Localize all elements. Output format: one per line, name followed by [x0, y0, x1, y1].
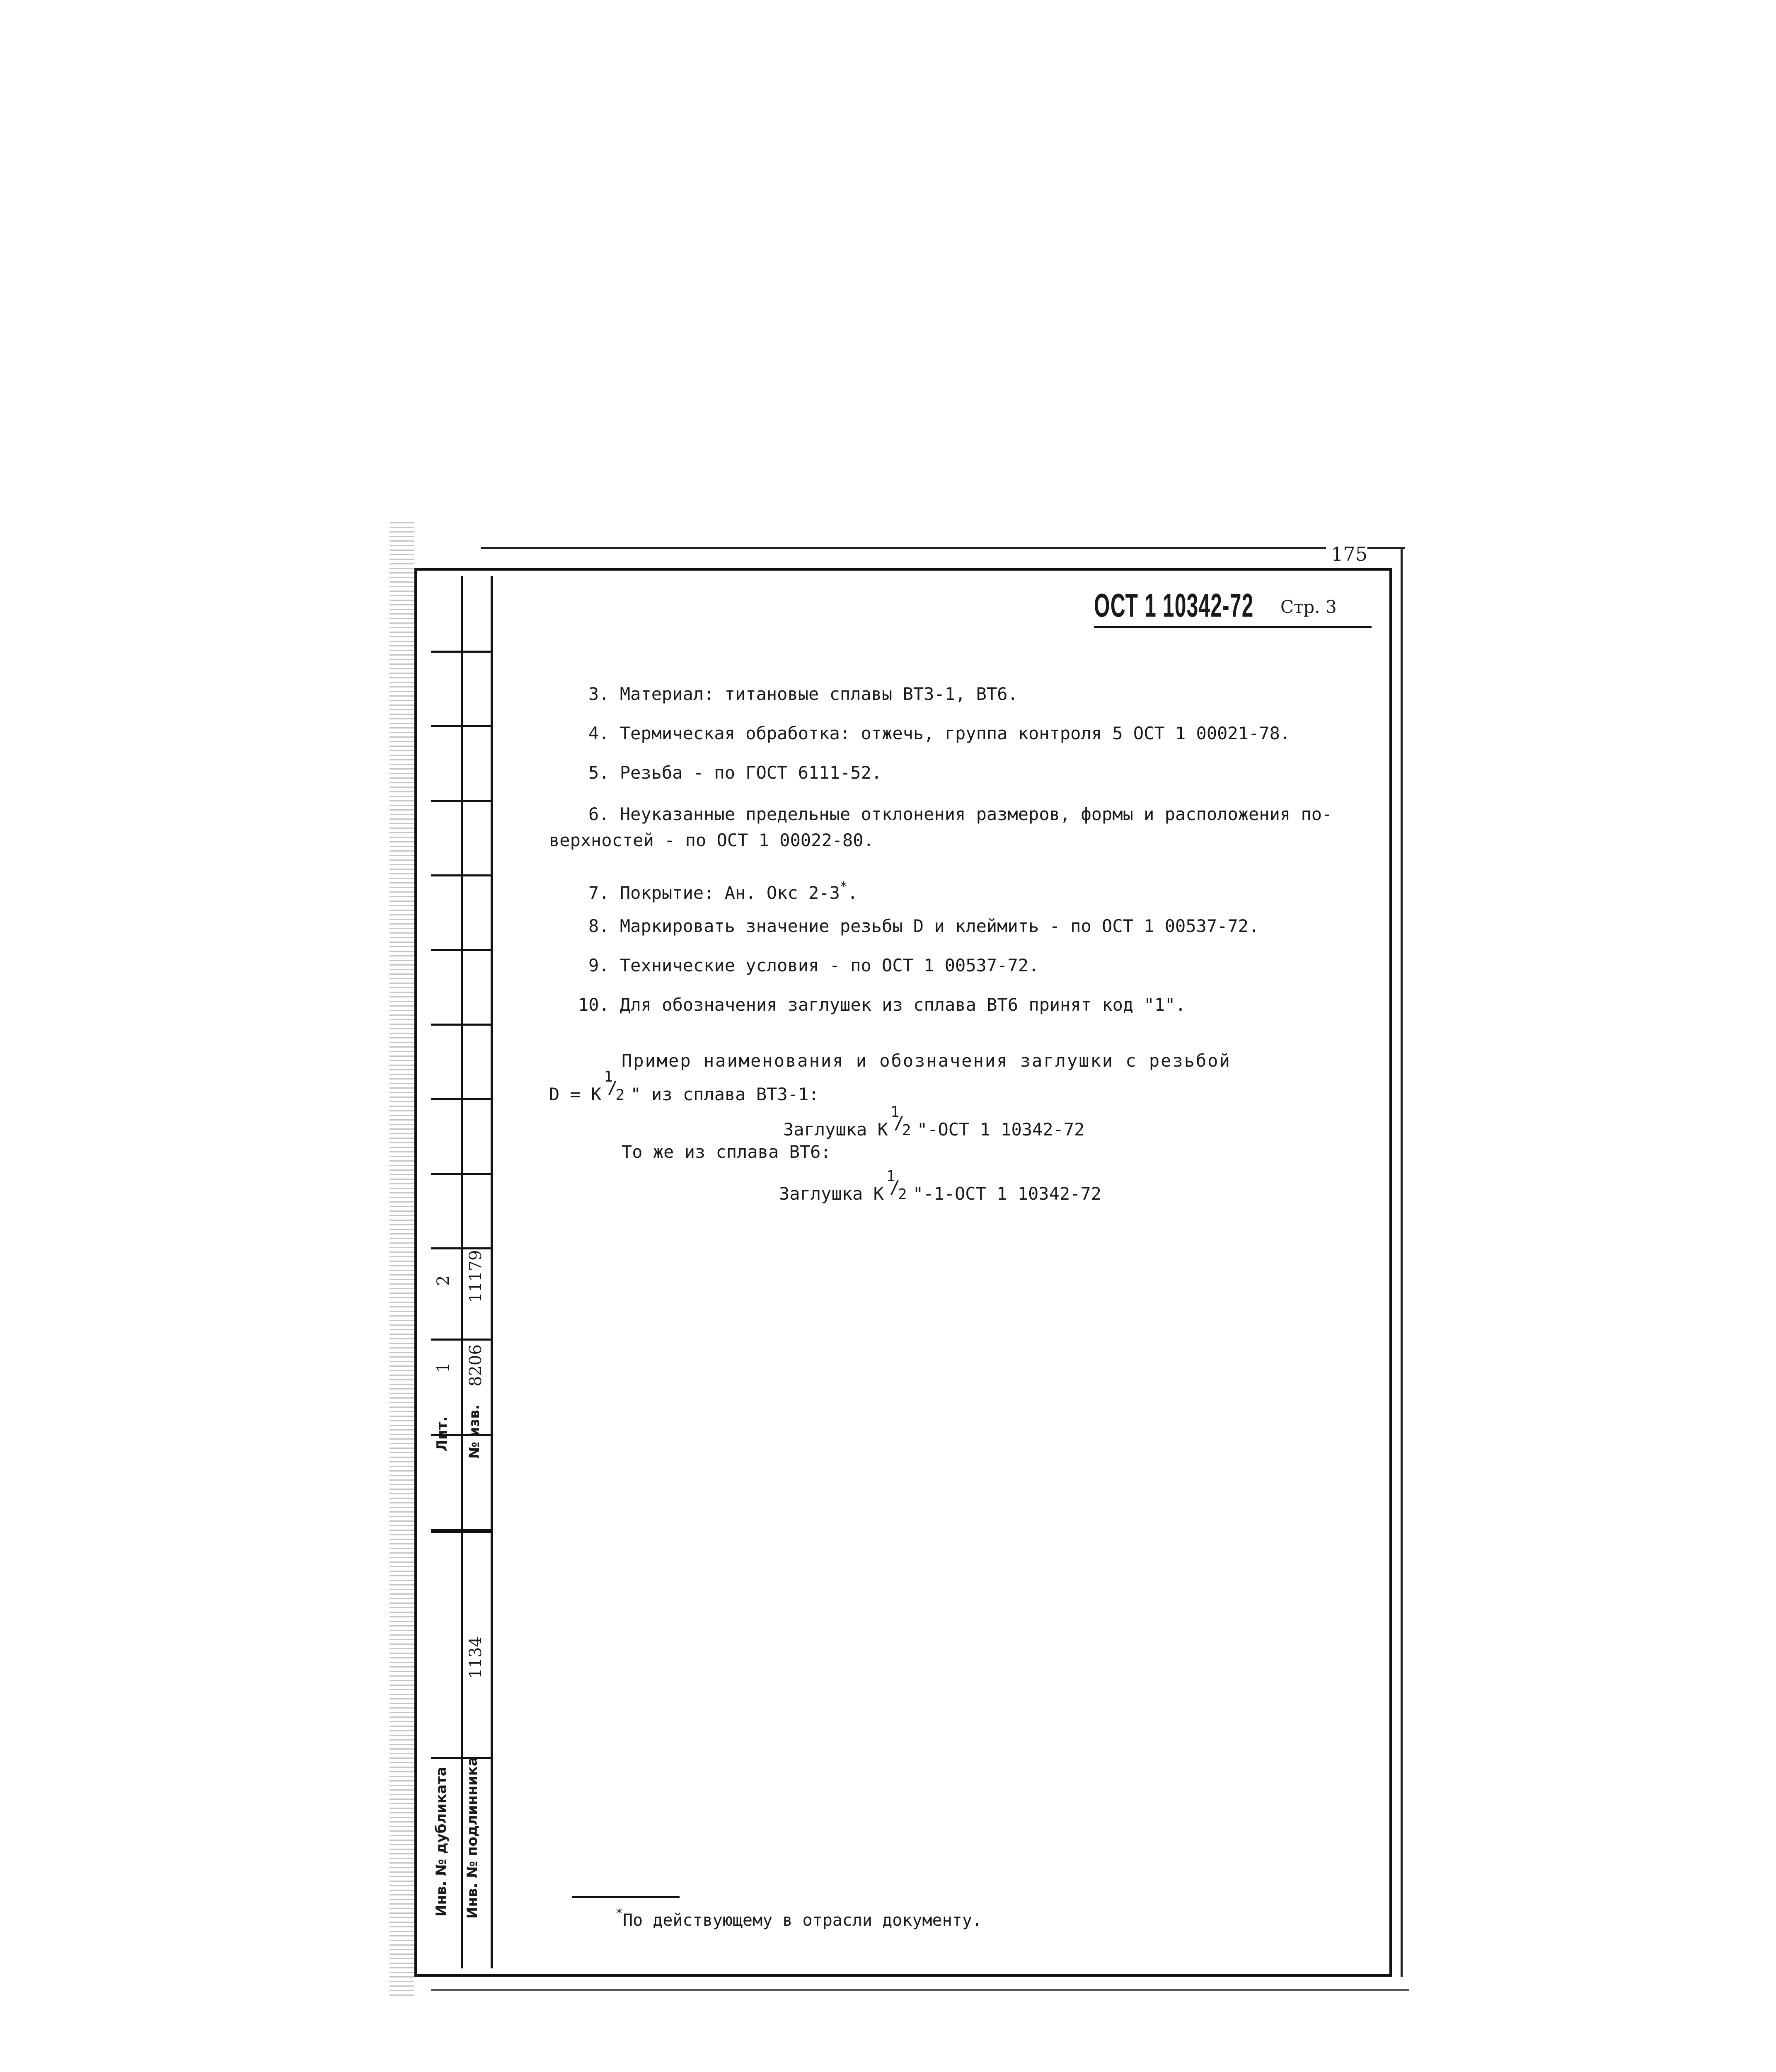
- footnote-text: По действующему в отрасли документу.: [623, 1911, 982, 1930]
- list-item: [588, 721, 1290, 746]
- item-text: Резьба - по ГОСТ 6111-52.: [619, 762, 882, 783]
- fraction-numerator: 1: [886, 1168, 895, 1185]
- item-text: Неуказанные предельные отклонения размеров, формы и расположения по-: [619, 804, 1333, 824]
- designation-suffix: "-ОСТ 1 10342-72: [917, 1119, 1085, 1140]
- scan-edge-artifact: [390, 522, 414, 1997]
- margin-dubl-label: Инв. № дубликата: [433, 1767, 450, 1917]
- item-text-continued: верхностей - по ОСТ 1 00022-80.: [549, 830, 874, 850]
- fraction-denominator: 2: [615, 1087, 625, 1104]
- page-number: 175: [1326, 543, 1367, 564]
- item-number: 7.: [588, 883, 610, 903]
- item-number: 8.: [588, 916, 610, 936]
- margin-podl-value: 1134: [466, 1636, 485, 1679]
- margin-row-line: [431, 1247, 493, 1249]
- item-number: 3.: [588, 684, 610, 704]
- margin-podl-label: Инв. № подлинника: [464, 1757, 481, 1919]
- page-label: Стр. 3: [1280, 597, 1337, 617]
- margin-lit-value: 2: [434, 1275, 453, 1286]
- margin-strip-divider: [461, 576, 463, 1968]
- list-item: [588, 953, 1039, 978]
- document-code: ОСТ 1 10342-72: [1094, 587, 1254, 624]
- item-number: 5.: [588, 762, 610, 783]
- example-intro: Пример наименования и обозначения заглушки с резьбой: [622, 1051, 1231, 1071]
- designation-prefix: Заглушка K: [779, 1184, 884, 1204]
- fraction-numerator: 1: [890, 1104, 900, 1121]
- fraction-slash: /: [893, 1113, 905, 1133]
- footnote-rule: [572, 1896, 680, 1898]
- margin-lit-label: Лит.: [434, 1416, 450, 1452]
- item-number: 4.: [588, 723, 610, 743]
- list-item: [588, 760, 882, 785]
- margin-row-line: [431, 874, 493, 876]
- footnote: [615, 1906, 982, 1930]
- right-frame-line: [1401, 547, 1403, 1977]
- margin-row-line: [431, 949, 493, 951]
- margin-row-line: [431, 725, 493, 727]
- list-item: [588, 682, 1018, 707]
- list-item: [588, 914, 1259, 939]
- item-text: Маркировать значение резьбы D и клеймить - по ОСТ 1 00537-72.: [619, 916, 1259, 936]
- item-number: 9.: [588, 955, 610, 975]
- thread-symbol: D = K: [549, 1084, 602, 1104]
- example-material: из сплава ВТ3-1:: [641, 1084, 819, 1104]
- margin-row-line: [431, 800, 493, 802]
- item-text-end: .: [847, 883, 858, 903]
- bottom-frame-line: [431, 1989, 1409, 1991]
- footnote-reference: *: [840, 879, 847, 894]
- fraction-numerator: 1: [604, 1068, 613, 1085]
- margin-izv-value: 11179: [466, 1250, 485, 1303]
- margin-row-line: [431, 1757, 493, 1759]
- item-number: 10.: [578, 995, 610, 1015]
- margin-lit-value: 1: [434, 1362, 453, 1373]
- footnote-mark: *: [615, 1906, 623, 1921]
- list-item: [588, 874, 858, 905]
- list-item: [588, 802, 1332, 827]
- fraction-slash: /: [889, 1177, 900, 1197]
- margin-row-line: [431, 1173, 493, 1175]
- inch-mark: ": [630, 1084, 641, 1104]
- top-frame-line: [481, 547, 1405, 549]
- designation-suffix: "-1-ОСТ 1 10342-72: [912, 1184, 1102, 1204]
- item-number: 6.: [588, 804, 610, 824]
- example-designation-2: [779, 1168, 1102, 1206]
- document-frame: [414, 568, 1392, 1977]
- example-designation-1: [783, 1104, 1085, 1142]
- margin-row-line: [431, 1024, 493, 1026]
- margin-row-line: [431, 1098, 493, 1100]
- fraction-denominator: 2: [902, 1122, 911, 1139]
- fraction: [888, 1104, 917, 1139]
- item-text: Для обозначения заглушек из сплава ВТ6 принят код "1".: [620, 995, 1186, 1015]
- fraction: [601, 1068, 630, 1104]
- example-intro-continued: [549, 1068, 819, 1107]
- item-text: Термическая обработка: отжечь, группа контроля 5 ОСТ 1 00021-78.: [619, 723, 1291, 743]
- item-text: Материал: титановые сплавы ВТ3-1, ВТ6.: [619, 684, 1018, 704]
- designation-prefix: Заглушка K: [783, 1119, 888, 1140]
- fraction: [884, 1168, 913, 1203]
- margin-izv-label: № изв.: [466, 1404, 483, 1459]
- item-text: Покрытие: Ан. Окс 2-3: [619, 883, 840, 903]
- example-same-label: То же из сплава ВТ6:: [622, 1142, 831, 1162]
- fraction-denominator: 2: [898, 1186, 907, 1203]
- fraction-slash: /: [607, 1077, 618, 1098]
- list-item-continuation: [549, 828, 874, 853]
- margin-row-line: [431, 651, 493, 653]
- header-underline: [1094, 626, 1372, 628]
- list-item: [578, 992, 1186, 1017]
- margin-section-line: [431, 1529, 493, 1533]
- item-text: Технические условия - по ОСТ 1 00537-72.: [619, 955, 1039, 975]
- margin-row-line: [431, 1339, 493, 1341]
- margin-izv-value: 8206: [466, 1344, 485, 1387]
